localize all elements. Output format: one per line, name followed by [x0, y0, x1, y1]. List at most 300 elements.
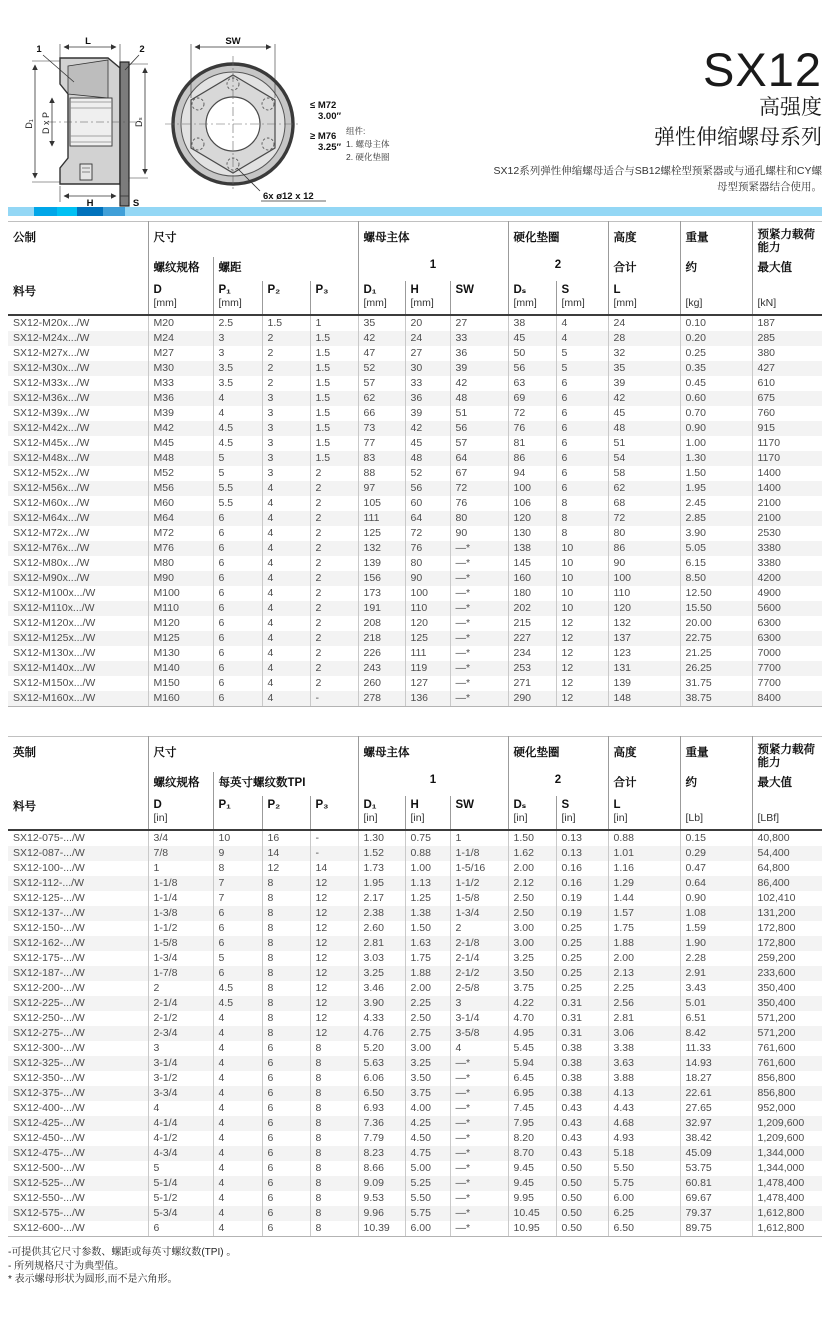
cell-S: 12	[556, 631, 608, 646]
cell-P3: 1.5	[310, 406, 358, 421]
series-subtitle-type: 弹性伸缩螺母系列	[654, 126, 822, 150]
cell-D1: 125	[358, 526, 405, 541]
cell-SW: —*	[450, 1131, 508, 1146]
cell-L: 120	[608, 601, 680, 616]
cell-part-number: SX12-575-.../W	[13, 1207, 85, 1219]
cell-weight: 69.67	[680, 1191, 752, 1206]
cell-weight: 15.50	[680, 601, 752, 616]
cell-H: 127	[405, 676, 450, 691]
holes-label: 6x ø12 x 12	[263, 191, 314, 202]
cell-P1: 4	[213, 1206, 262, 1221]
legend-title: 组件:	[346, 126, 366, 136]
cell-P3: 12	[310, 981, 358, 996]
cell-Ds: 145	[508, 556, 556, 571]
cell-P2: 3	[262, 421, 310, 436]
cell-D: 1	[148, 861, 213, 876]
cell-L: 51	[608, 436, 680, 451]
cell-H: 3.50	[405, 1071, 450, 1086]
cell-part-number: SX12-M90x.../W	[13, 572, 90, 584]
cell-load: 1400	[752, 466, 822, 481]
cell-part-number: SX12-M33x.../W	[13, 377, 90, 389]
cell-load: 64,800	[752, 861, 822, 876]
cell-L: 6.00	[608, 1191, 680, 1206]
cell-P1: 6	[213, 661, 262, 676]
cell-D: 1-3/4	[148, 951, 213, 966]
cell-weight: 18.27	[680, 1071, 752, 1086]
column-header: H [mm]	[405, 281, 450, 315]
cell-weight: 32.97	[680, 1116, 752, 1131]
table-row	[8, 1116, 822, 1131]
cell-SW: 48	[450, 391, 508, 406]
cell-P2: 8	[262, 936, 310, 951]
cell-P1: 4	[213, 1161, 262, 1176]
cell-S: 0.50	[556, 1206, 608, 1221]
cell-Ds: 271	[508, 676, 556, 691]
cell-P1: 4	[213, 1221, 262, 1237]
cell-weight: 11.33	[680, 1041, 752, 1056]
cell-SW: —*	[450, 691, 508, 707]
cell-SW: 64	[450, 451, 508, 466]
cell-L: 2.56	[608, 996, 680, 1011]
cell-Ds: 2.00	[508, 861, 556, 876]
cell-Ds: 180	[508, 586, 556, 601]
cell-P3: 2	[310, 631, 358, 646]
cell-S: 6	[556, 391, 608, 406]
cell-D1: 9.53	[358, 1191, 405, 1206]
cell-D1: 5.20	[358, 1041, 405, 1056]
load-max-label: 最大值	[752, 257, 822, 281]
cell-L: 2.25	[608, 981, 680, 996]
cell-H: 39	[405, 406, 450, 421]
cell-S: 8	[556, 496, 608, 511]
cell-D1: 6.93	[358, 1101, 405, 1116]
cell-weight: 27.65	[680, 1101, 752, 1116]
cell-Ds: 1.50	[508, 830, 556, 846]
cell-S: 5	[556, 361, 608, 376]
cell-load: 1,344,000	[752, 1146, 822, 1161]
cell-P2: 6	[262, 1131, 310, 1146]
cell-H: 136	[405, 691, 450, 707]
cell-D1: 208	[358, 616, 405, 631]
cell-P2: 4	[262, 496, 310, 511]
cell-D1: 3.03	[358, 951, 405, 966]
cell-Ds: 8.20	[508, 1131, 556, 1146]
cell-D1: 1.30	[358, 830, 405, 846]
cell-L: 35	[608, 361, 680, 376]
cell-P1: 6	[213, 511, 262, 526]
cell-SW: 90	[450, 526, 508, 541]
cell-weight: 0.90	[680, 891, 752, 906]
cell-H: 56	[405, 481, 450, 496]
cell-Ds: 86	[508, 451, 556, 466]
cell-P1: 6	[213, 691, 262, 707]
column-header: D₁ [mm]	[358, 281, 405, 315]
cell-SW: —*	[450, 1221, 508, 1237]
cell-weight: 5.05	[680, 541, 752, 556]
cell-Ds: 63	[508, 376, 556, 391]
cell-Ds: 2.12	[508, 876, 556, 891]
cell-L: 148	[608, 691, 680, 707]
cell-P3: 12	[310, 966, 358, 981]
cell-S: 0.31	[556, 1026, 608, 1041]
cell-P2: 2	[262, 361, 310, 376]
cell-weight: 1.90	[680, 936, 752, 951]
cell-P2: 4	[262, 616, 310, 631]
top-section	[8, 0, 822, 207]
cell-P3: 12	[310, 891, 358, 906]
cell-L: 5.50	[608, 1161, 680, 1176]
cell-S: 10	[556, 586, 608, 601]
cell-SW: 2-1/4	[450, 951, 508, 966]
cell-Ds: 215	[508, 616, 556, 631]
cell-P2: 6	[262, 1041, 310, 1056]
cell-weight: 8.42	[680, 1026, 752, 1041]
face-view	[165, 36, 341, 202]
cell-SW: 2-5/8	[450, 981, 508, 996]
cell-D: M64	[148, 511, 213, 526]
cell-SW: —*	[450, 601, 508, 616]
note-m72: ≤ M72	[310, 100, 337, 111]
cell-S: 6	[556, 421, 608, 436]
cell-P3: 2	[310, 601, 358, 616]
cell-P1: 4	[213, 406, 262, 421]
cell-load: 760	[752, 406, 822, 421]
table-row	[8, 846, 822, 861]
cell-SW: —*	[450, 1161, 508, 1176]
cell-SW: —*	[450, 1056, 508, 1071]
cell-D: 4	[148, 1101, 213, 1116]
footnote-line: * 表示螺母形状为圆形,而不是六角形。	[8, 1274, 178, 1285]
cell-H: 1.50	[405, 921, 450, 936]
cell-D: M76	[148, 541, 213, 556]
cell-weight: 12.50	[680, 586, 752, 601]
cell-load: 675	[752, 391, 822, 406]
column-header: D [in]	[148, 796, 213, 830]
group-preload-capacity: 预紧力载荷能力	[752, 222, 822, 258]
cell-D: 1-1/8	[148, 876, 213, 891]
cell-Ds: 4.95	[508, 1026, 556, 1041]
cell-S: 0.31	[556, 996, 608, 1011]
cell-P2: 4	[262, 586, 310, 601]
cell-L: 54	[608, 451, 680, 466]
metric-table-body	[8, 315, 822, 707]
cell-D: M72	[148, 526, 213, 541]
cell-P3: 12	[310, 876, 358, 891]
cell-D: M24	[148, 331, 213, 346]
footnote-line: - 所列规格尺寸为典型值。	[8, 1260, 125, 1272]
cell-P2: 6	[262, 1206, 310, 1221]
cell-SW: —*	[450, 676, 508, 691]
table-row	[8, 676, 822, 691]
cell-H: 120	[405, 616, 450, 631]
cell-D1: 62	[358, 391, 405, 406]
cell-S: 0.25	[556, 981, 608, 996]
cell-D1: 88	[358, 466, 405, 481]
cell-D1: 1.52	[358, 846, 405, 861]
cell-L: 2.81	[608, 1011, 680, 1026]
cell-load: 856,800	[752, 1071, 822, 1086]
cell-L: 45	[608, 406, 680, 421]
group-nut-body: 螺母主体	[358, 737, 508, 773]
table-row	[8, 1011, 822, 1026]
cell-L: 100	[608, 571, 680, 586]
cell-part-number: SX12-M125x.../W	[13, 632, 96, 644]
cell-P1: 4	[213, 1101, 262, 1116]
column-header: D [mm]	[148, 281, 213, 315]
cell-D: M45	[148, 436, 213, 451]
cell-weight: 22.75	[680, 631, 752, 646]
table-row	[8, 556, 822, 571]
cell-load: 259,200	[752, 951, 822, 966]
cell-D1: 73	[358, 421, 405, 436]
cell-H: 2.75	[405, 1026, 450, 1041]
cell-weight: 0.35	[680, 361, 752, 376]
cell-part-number: SX12-187-.../W	[13, 967, 85, 979]
cell-P3: 1.5	[310, 421, 358, 436]
cell-S: 0.50	[556, 1176, 608, 1191]
body-part-number: 1	[358, 257, 508, 281]
cell-P1: 4	[213, 391, 262, 406]
cell-L: 24	[608, 315, 680, 331]
column-header: [Lb]	[680, 796, 752, 830]
cell-P2: 4	[262, 691, 310, 707]
table-row	[8, 1191, 822, 1206]
cell-P2: 4	[262, 481, 310, 496]
cell-SW: 1-1/2	[450, 876, 508, 891]
table-row	[8, 1101, 822, 1116]
cell-H: 4.00	[405, 1101, 450, 1116]
cell-L: 3.06	[608, 1026, 680, 1041]
cell-P2: 4	[262, 646, 310, 661]
group-weight: 重量	[680, 737, 752, 773]
cell-load: 1,612,800	[752, 1206, 822, 1221]
cell-H: 1.88	[405, 966, 450, 981]
cell-P1: 6	[213, 906, 262, 921]
cell-part-number: SX12-M48x.../W	[13, 452, 90, 464]
cell-SW: 1-5/8	[450, 891, 508, 906]
height-total-label: 合计	[608, 772, 680, 796]
cell-P1: 6	[213, 601, 262, 616]
cell-P1: 6	[213, 676, 262, 691]
cell-part-number: SX12-550-.../W	[13, 1192, 85, 1204]
cell-Ds: 106	[508, 496, 556, 511]
table-row	[8, 996, 822, 1011]
cell-Ds: 3.00	[508, 936, 556, 951]
cell-Ds: 120	[508, 511, 556, 526]
table-row	[8, 391, 822, 406]
dim-D1-label: D₁	[24, 119, 34, 129]
cell-part-number: SX12-250-.../W	[13, 1012, 85, 1024]
cell-D: M33	[148, 376, 213, 391]
column-header: D₁ [in]	[358, 796, 405, 830]
cell-Ds: 45	[508, 331, 556, 346]
table-row	[8, 346, 822, 361]
cell-H: 52	[405, 466, 450, 481]
cell-S: 6	[556, 436, 608, 451]
legend-item-body: 1. 螺母主体	[346, 139, 390, 149]
cell-load: 6300	[752, 616, 822, 631]
cell-weight: 0.25	[680, 346, 752, 361]
cell-P3: 8	[310, 1071, 358, 1086]
cell-P3: 1.5	[310, 391, 358, 406]
cell-part-number: SX12-M39x.../W	[13, 407, 90, 419]
group-height: 高度	[608, 737, 680, 773]
cell-part-number: SX12-M100x.../W	[13, 587, 96, 599]
cell-D: M80	[148, 556, 213, 571]
cell-L: 3.88	[608, 1071, 680, 1086]
cell-SW: —*	[450, 631, 508, 646]
cell-SW: —*	[450, 661, 508, 676]
table-row	[8, 646, 822, 661]
cell-D: 7/8	[148, 846, 213, 861]
cell-S: 10	[556, 601, 608, 616]
table-row	[8, 451, 822, 466]
cell-weight: 5.01	[680, 996, 752, 1011]
cell-load: 172,800	[752, 921, 822, 936]
cell-D1: 111	[358, 511, 405, 526]
cell-D: 1-1/4	[148, 891, 213, 906]
cell-Ds: 5.94	[508, 1056, 556, 1071]
cell-SW: 3-1/4	[450, 1011, 508, 1026]
sub-thread-spec: 螺纹规格	[148, 772, 213, 796]
cell-weight: 0.70	[680, 406, 752, 421]
cell-P1: 3.5	[213, 361, 262, 376]
footnote-line: -可提供其它尺寸参数、螺距或每英寸螺纹数(TPI) 。	[8, 1247, 237, 1258]
cell-D: 5-1/4	[148, 1176, 213, 1191]
cell-load: 3380	[752, 556, 822, 571]
cell-L: 80	[608, 526, 680, 541]
cell-S: 0.25	[556, 951, 608, 966]
cell-L: 32	[608, 346, 680, 361]
cell-load: 8400	[752, 691, 822, 707]
cell-Ds: 10.95	[508, 1221, 556, 1237]
cell-H: 60	[405, 496, 450, 511]
cell-D: M140	[148, 661, 213, 676]
cell-H: 100	[405, 586, 450, 601]
cell-P1: 6	[213, 571, 262, 586]
cell-D1: 6.50	[358, 1086, 405, 1101]
cell-part-number: SX12-200-.../W	[13, 982, 85, 994]
cell-D1: 2.17	[358, 891, 405, 906]
cell-P3: 8	[310, 1101, 358, 1116]
cell-S: 5	[556, 346, 608, 361]
cell-P2: 6	[262, 1056, 310, 1071]
column-header: L [in]	[608, 796, 680, 830]
cell-L: 137	[608, 631, 680, 646]
cell-Ds: 3.00	[508, 921, 556, 936]
cell-P1: 4.5	[213, 436, 262, 451]
cell-P2: 4	[262, 661, 310, 676]
cell-P2: 6	[262, 1086, 310, 1101]
table-row	[8, 481, 822, 496]
sub-tpi: 每英寸螺纹数TPI	[213, 772, 358, 796]
column-header: P₂	[262, 796, 310, 830]
cell-D: M56	[148, 481, 213, 496]
cell-S: 0.43	[556, 1146, 608, 1161]
cell-P2: 2	[262, 346, 310, 361]
cell-weight: 1.00	[680, 436, 752, 451]
cell-SW: 27	[450, 315, 508, 331]
cell-load: 1170	[752, 451, 822, 466]
cell-P3: 1.5	[310, 361, 358, 376]
table-row	[8, 1086, 822, 1101]
cell-D1: 77	[358, 436, 405, 451]
cell-L: 2.00	[608, 951, 680, 966]
cell-P1: 6	[213, 646, 262, 661]
cell-P1: 6	[213, 556, 262, 571]
cell-D1: 1.95	[358, 876, 405, 891]
cell-P3: 12	[310, 921, 358, 936]
cell-P3: 8	[310, 1041, 358, 1056]
cell-load: 427	[752, 361, 822, 376]
cell-Ds: 4.22	[508, 996, 556, 1011]
note-300: 3.00″	[318, 111, 342, 122]
load-max-label: 最大值	[752, 772, 822, 796]
cell-P2: 6	[262, 1176, 310, 1191]
cell-L: 4.43	[608, 1101, 680, 1116]
cell-load: 285	[752, 331, 822, 346]
cell-load: 1,478,400	[752, 1191, 822, 1206]
cell-SW: —*	[450, 556, 508, 571]
cell-P2: 4	[262, 556, 310, 571]
cell-P3: 8	[310, 1176, 358, 1191]
cell-D1: 2.60	[358, 921, 405, 936]
cell-Ds: 138	[508, 541, 556, 556]
cell-P2: 3	[262, 391, 310, 406]
cell-part-number: SX12-M76x.../W	[13, 542, 90, 554]
column-header: S [mm]	[556, 281, 608, 315]
cell-H: 1.25	[405, 891, 450, 906]
cell-load: 7000	[752, 646, 822, 661]
cell-S: 8	[556, 526, 608, 541]
cell-weight: 1.50	[680, 466, 752, 481]
cell-P3: 8	[310, 1206, 358, 1221]
cell-weight: 8.50	[680, 571, 752, 586]
washer-part-number: 2	[508, 772, 608, 796]
cell-H: 125	[405, 631, 450, 646]
dim-S-label: S	[132, 198, 140, 208]
cell-P1: 4	[213, 1131, 262, 1146]
cell-D1: 97	[358, 481, 405, 496]
cell-SW: 36	[450, 346, 508, 361]
cell-L: 132	[608, 616, 680, 631]
cell-S: 6	[556, 466, 608, 481]
cell-weight: 0.60	[680, 391, 752, 406]
cell-H: 0.88	[405, 846, 450, 861]
table-row	[8, 571, 822, 586]
note-325: 3.25″	[318, 142, 342, 153]
cell-D1: 2.38	[358, 906, 405, 921]
cell-weight: 89.75	[680, 1221, 752, 1237]
cell-Ds: 227	[508, 631, 556, 646]
table-row	[8, 526, 822, 541]
cell-part-number: SX12-275-.../W	[13, 1027, 85, 1039]
cell-part-number: SX12-M120x.../W	[13, 617, 96, 629]
cell-D1: 132	[358, 541, 405, 556]
cell-Ds: 202	[508, 601, 556, 616]
cell-S: 0.16	[556, 876, 608, 891]
group-dimensions: 尺寸	[148, 737, 358, 773]
cell-P1: 6	[213, 966, 262, 981]
cell-P2: 8	[262, 921, 310, 936]
cell-part-number: SX12-M52x.../W	[13, 467, 90, 479]
legend-item-washer: 2. 硬化垫圈	[346, 152, 390, 162]
cell-H: 3.00	[405, 1041, 450, 1056]
column-header: P₂	[262, 281, 310, 315]
cell-load: 761,600	[752, 1041, 822, 1056]
accent-bar-segment	[103, 207, 125, 216]
cell-Ds: 69	[508, 391, 556, 406]
